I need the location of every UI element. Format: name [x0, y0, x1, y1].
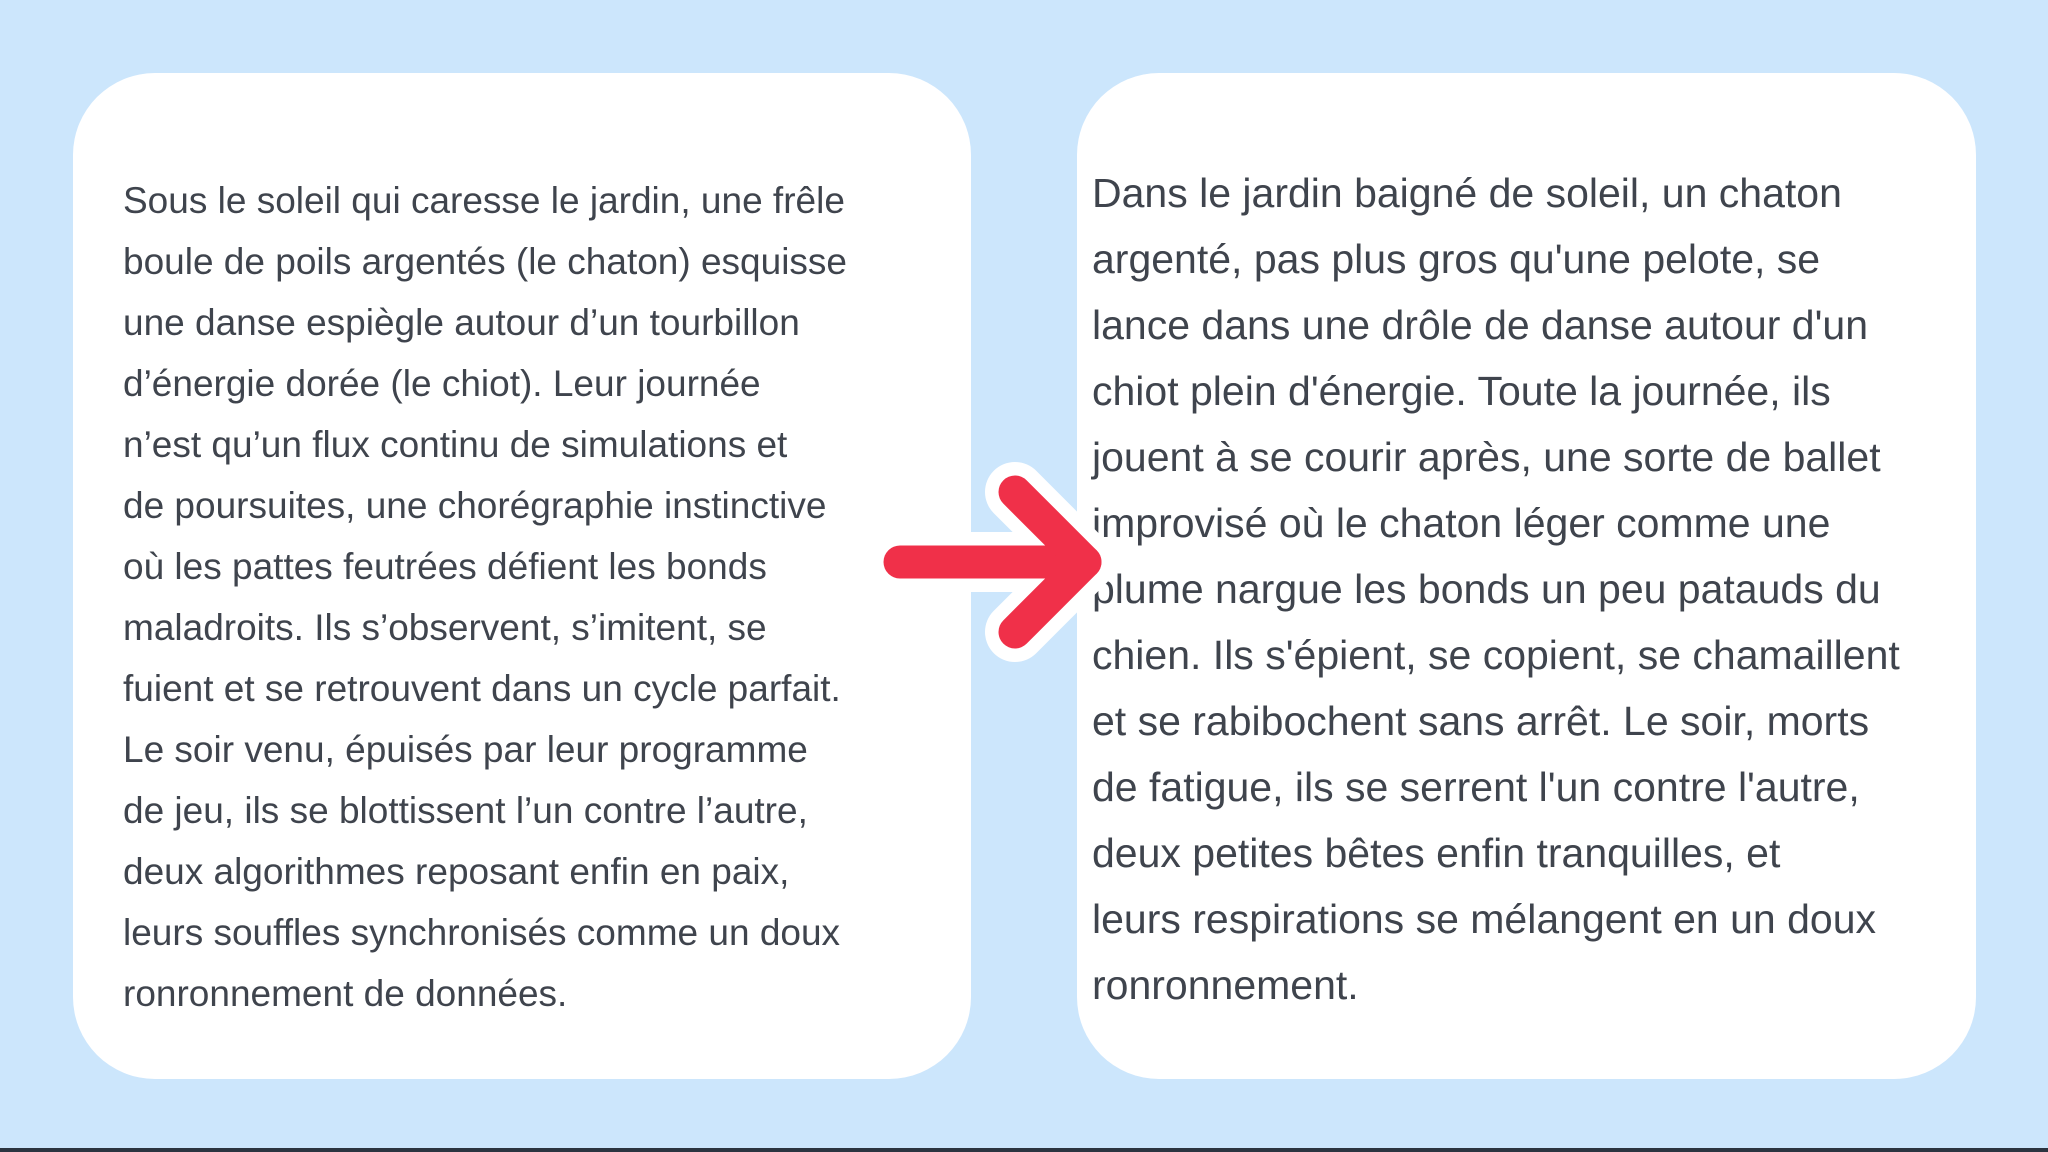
rewritten-text: Dans le jardin baigné de soleil, un chaton argenté, pas plus gros qu'une pelote, se lance dans une drôle de danse autour d'un chiot plein d'énergie. Toute la journée, ils jouent à se courir après, une sorte de ballet improvisé où le chaton léger comme une plume nargue les bonds un peu patauds du chien. Ils s'épient, se copient, se chamaillent et se rabibochent sans arrêt. Le soir, morts de fatigue, ils se serrent l'un contre l'autre, deux petites bêtes enfin tranquilles, et leurs respirations se mélangent en un doux ronronnement.: [1092, 170, 1900, 1008]
arrow-right-icon: [870, 455, 1110, 665]
original-text: Sous le soleil qui caresse le jardin, une frêle boule de poils argentés (le chaton) esquisse une danse espiègle autour d’un tourbillon d’énergie dorée (le chiot). Leur journée n’est qu’un flux continu de simulations et de poursuites, une chorégraphie instinctive où les pattes feutrées défient les bonds maladroits. Ils s’observent, s’imitent, se fuient et se retrouvent dans un cycle parfait. Le soir venu, épuisés par leur programme de jeu, ils se blottissent l’un contre l’autre, deux algorithmes reposant enfin en paix, leurs souffles synchronisés comme un doux ronronnement de données.: [123, 180, 848, 1014]
arrow-body: [900, 492, 1085, 632]
bottom-edge: [0, 1148, 2048, 1152]
original-text-card: [73, 73, 971, 1079]
rewritten-text-card: [1077, 73, 1976, 1079]
